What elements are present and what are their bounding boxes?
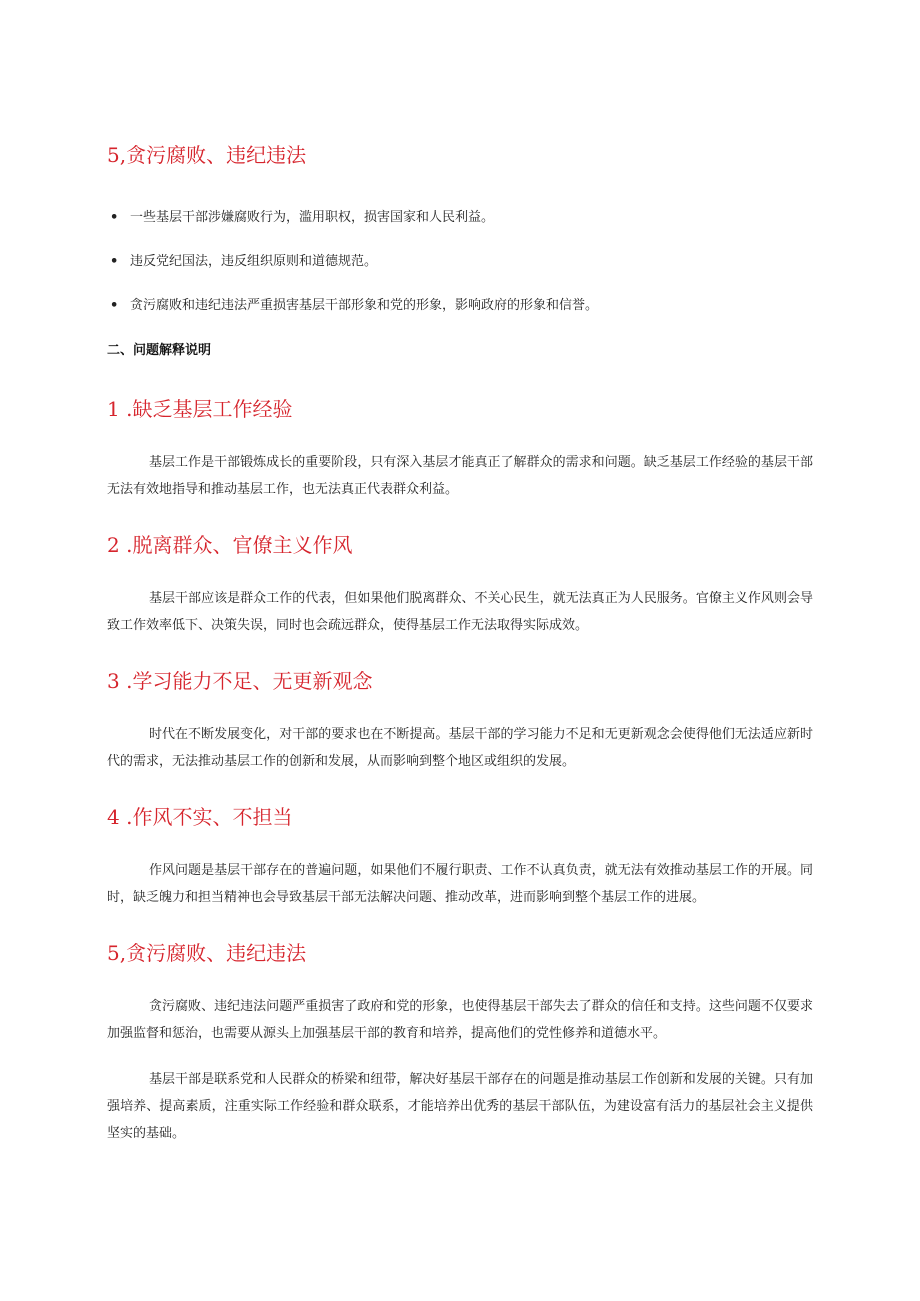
heading-item-2: 2 .脱离群众、官僚主义作风 (107, 533, 353, 557)
heading-item-5: 5,贪污腐败、违纪违法 (107, 941, 307, 965)
bullet-text: 贪污腐败和违纪违法严重损害基层干部形象和党的形象，影响政府的形象和信誉。 (130, 298, 599, 313)
bullet-marker: • (110, 210, 119, 225)
paragraph-item-1: 基层工作是干部锻炼成长的重要阶段，只有深入基层才能真正了解群众的需求和问题。缺乏基层工作经验的基层干部无法有效地指导和推动基层工作，也无法真正代表群众利益。 (107, 455, 813, 497)
paragraph-item-2: 基层干部应该是群众工作的代表，但如果他们脱离群众、不关心民生，就无法真正为人民服务。官僚主义作风则会导致工作效率低下、决策失误，同时也会疏远群众，使得基层工作无法取得实际成效。 (107, 591, 813, 633)
paragraph-item-3: 时代在不断发展变化，对干部的要求也在不断提高。基层干部的学习能力不足和无更新观念会使得他们无法适应新时代的需求，无法推动基层工作的创新和发展，从而影响到整个地区或组织的发展。 (107, 727, 813, 769)
bullet-marker: • (110, 254, 119, 269)
bullet-item-2 (110, 252, 377, 272)
heading-item-3: 3 .学习能力不足、无更新观念 (107, 669, 373, 693)
heading-item-4: 4 .作风不实、不担当 (107, 805, 293, 829)
heading-corruption-top: 5,贪污腐败、违纪违法 (107, 143, 307, 167)
paragraph-item-5: 贪污腐败、违纪违法问题严重损害了政府和党的形象，也使得基层干部失去了群众的信任和支持。这些问题不仅要求加强监督和惩治，也需要从源头上加强基层干部的教育和培养，提高他们的党性修养和道德水平。 (107, 999, 813, 1041)
closing-paragraph: 基层干部是联系党和人民群众的桥梁和纽带，解决好基层干部存在的问题是推动基层工作创新和发展的关键。只有加强培养、提高素质，注重实际工作经验和群众联系，才能培养出优秀的基层干部队伍，为建设富有活力的基层社会主义提供坚实的基础。 (107, 1072, 813, 1141)
section-title-part-two: 二、问题解释说明 (107, 343, 212, 358)
bullet-item-3 (110, 296, 598, 316)
bullet-item-1 (110, 208, 494, 228)
bullet-text: 违反党纪国法，违反组织原则和道德规范。 (130, 254, 378, 269)
paragraph-item-4: 作风问题是基层干部存在的普遍问题，如果他们不履行职责、工作不认真负责，就无法有效推动基层工作的开展。同时，缺乏魄力和担当精神也会导致基层干部无法解决问题、推动改革，进而影响到整个基层工作的进展。 (107, 863, 813, 905)
bullet-marker: • (110, 298, 119, 313)
heading-item-1: 1 .缺乏基层工作经验 (107, 397, 293, 421)
bullet-text: 一些基层干部涉嫌腐败行为，滥用职权，损害国家和人民利益。 (130, 210, 495, 225)
